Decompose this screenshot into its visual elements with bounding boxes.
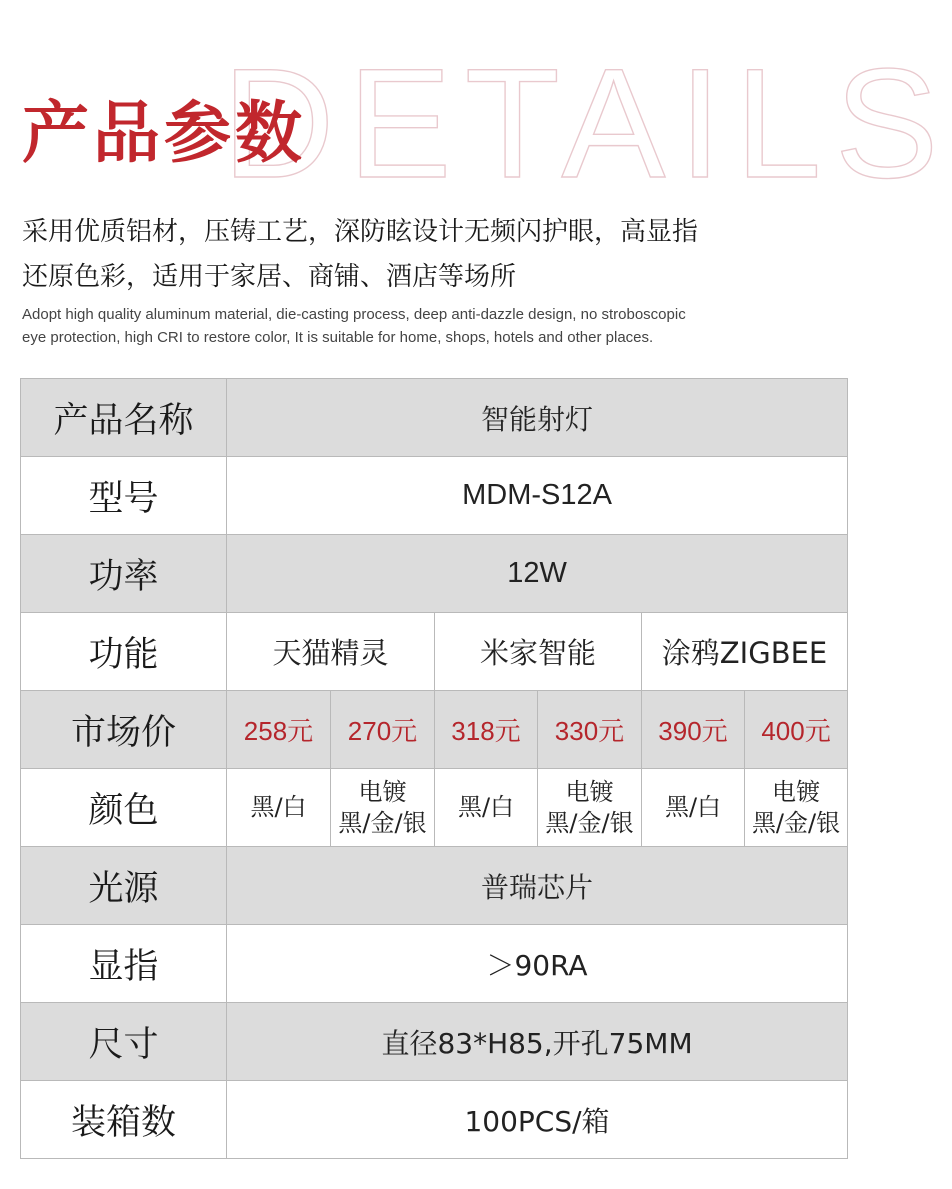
table-row-function <box>21 613 848 691</box>
color-cell <box>538 769 642 847</box>
description-cn <box>22 210 862 300</box>
description-cn-line-1: 采用优质铝材，压铸工艺，深防眩设计无频闪护眼，高显指 <box>22 217 699 247</box>
table-row-power <box>21 535 848 613</box>
row-label: 装箱数 <box>21 1081 227 1159</box>
color-line-1: 电镀 <box>358 777 407 806</box>
table-row-packing <box>21 1081 848 1159</box>
color-line-1: 黑/白 <box>250 793 307 821</box>
description-en <box>22 303 862 349</box>
color-cell <box>331 769 435 847</box>
color-cell <box>745 769 848 847</box>
table-row-name <box>21 379 848 457</box>
price-cell: 270元 <box>331 691 435 769</box>
table-row-cri <box>21 925 848 1003</box>
table-row-model <box>21 457 848 535</box>
color-line-1: 黑/白 <box>457 793 515 821</box>
page-title: 产品参数 <box>22 94 306 172</box>
price-cell: 258元 <box>227 691 331 769</box>
color-line-2: 黑/金/银 <box>751 808 841 837</box>
description-cn-line-2: 还原色彩，适用于家居、商铺、酒店等场所 <box>22 262 517 292</box>
details-watermark: DETAILS <box>222 37 952 211</box>
row-label: 尺寸 <box>21 1003 227 1081</box>
row-value: 100PCS/箱 <box>227 1081 848 1159</box>
table-row-price <box>21 691 848 769</box>
row-label: 显指 <box>21 925 227 1003</box>
row-label: 产品名称 <box>21 379 227 457</box>
color-cell <box>227 769 331 847</box>
color-line-2: 黑/金/银 <box>338 808 427 837</box>
row-value: 直径83*H85,开孔75MM <box>227 1003 848 1081</box>
function-option: 涂鸦ZIGBEE <box>642 613 848 691</box>
row-value: 普瑞芯片 <box>227 847 848 925</box>
row-value: MDM-S12A <box>227 457 848 535</box>
color-line-1: 电镀 <box>772 777 821 806</box>
function-option: 天猫精灵 <box>227 613 435 691</box>
row-label: 光源 <box>21 847 227 925</box>
table-row-light-source <box>21 847 848 925</box>
price-cell: 330元 <box>538 691 642 769</box>
row-label: 功率 <box>21 535 227 613</box>
table-row-color <box>21 769 848 847</box>
row-value: 12W <box>227 535 848 613</box>
row-label: 型号 <box>21 457 227 535</box>
row-label: 颜色 <box>21 769 227 847</box>
color-line-1: 黑/白 <box>664 793 722 821</box>
color-line-1: 电镀 <box>565 777 614 806</box>
row-label: 市场价 <box>21 691 227 769</box>
spec-table <box>20 378 848 1159</box>
table-row-size <box>21 1003 848 1081</box>
row-value: 智能射灯 <box>227 379 848 457</box>
function-option: 米家智能 <box>435 613 642 691</box>
row-label: 功能 <box>21 613 227 691</box>
price-cell: 318元 <box>435 691 538 769</box>
color-cell <box>642 769 745 847</box>
color-line-2: 黑/金/银 <box>545 808 634 837</box>
color-cell <box>435 769 538 847</box>
row-value: ＞90RA <box>227 925 848 1003</box>
price-cell: 400元 <box>745 691 848 769</box>
price-cell: 390元 <box>642 691 745 769</box>
description-en-line-2: eye protection, high CRI to restore color, It is suitable for home, shops, hotels and other places. <box>22 329 654 346</box>
description-en-line-1: Adopt high quality aluminum material, die-casting process, deep anti-dazzle design, no stroboscopic <box>22 306 686 323</box>
